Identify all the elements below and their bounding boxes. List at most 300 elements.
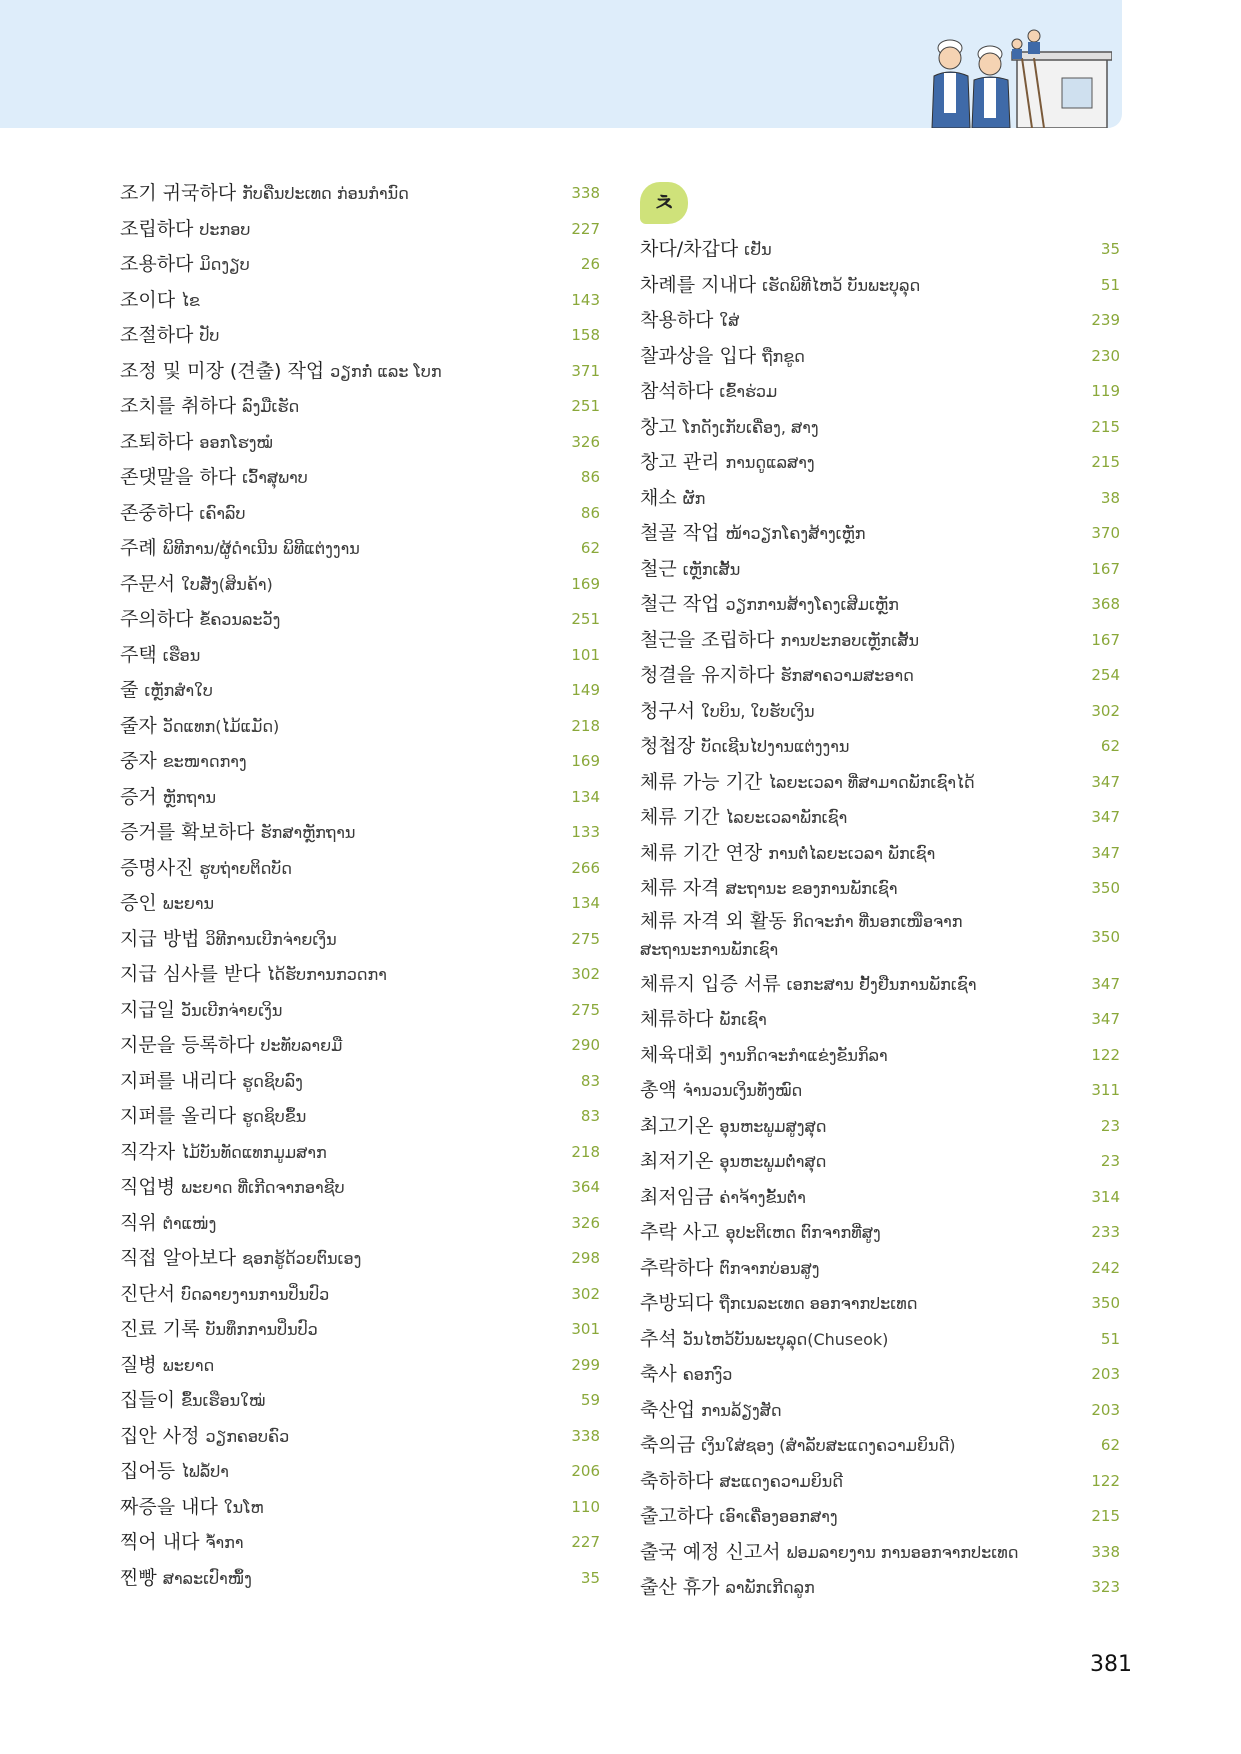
construction-workers-illustration [922,18,1112,128]
entry-page-number: 326 [571,1213,600,1232]
entry-translation: ເຢັນ [744,240,772,259]
entry-translation: ໄຟລໍ້ປາ [181,1462,229,1481]
entry-page-number: 314 [1091,1187,1120,1206]
entry-page-number: 233 [1091,1223,1120,1241]
entry-term: 집안 사정 [120,1424,200,1447]
index-entry [640,1109,1120,1145]
entry-term: 철근을 조립하다 [640,628,775,651]
entry-page-number: 239 [1091,311,1120,329]
index-entry [640,871,1120,907]
index-entry [120,354,600,390]
entry-page-number: 326 [571,432,600,451]
entry-translation: ຮັກສາຄວາມສະອາດ [780,666,914,685]
entry-term: 철근 작업 [640,593,720,615]
entry-term: 체류 기간 연장 [640,841,763,864]
entry-page-number: 62 [1100,1436,1120,1454]
entry-translation: ພະຍານ [162,894,214,913]
entry-page-number: 302 [571,1284,600,1303]
entry-term: 지급일 [120,998,176,1021]
entry-page-number: 133 [571,823,600,841]
entry-page-number: 302 [1091,701,1120,720]
entry-translation: ສາລະເປົາໜຶ້ງ [162,1568,252,1588]
entry-translation: ເຮືອນ [162,645,201,665]
entry-term: 지급 심사를 받다 [120,963,261,985]
index-entry [120,744,600,780]
entry-term: 최저임금 [640,1185,714,1208]
index-entry [640,765,1120,801]
entry-term: 지퍼를 올리다 [120,1105,237,1127]
entry-page-number: 311 [1091,1081,1120,1099]
entry-term: 출산 휴가 [640,1576,720,1598]
entry-translation: ວຽກການສ້າງໂຄງເສີມເຫຼັກ [725,595,899,614]
entry-translation: ອອກໂຮງໝໍ [199,432,273,452]
entry-page-number: 275 [571,1000,600,1019]
entry-term: 집들이 [120,1389,176,1411]
entry-page-number: 35 [580,1568,600,1587]
index-entry [120,851,600,887]
entry-term: 중자 [120,750,157,772]
entry-page-number: 251 [571,610,600,628]
entry-page-number: 167 [1091,630,1120,649]
entry-page-number: 122 [1091,1471,1120,1490]
entry-term: 증거를 확보하다 [120,821,255,843]
entry-page-number: 101 [571,645,600,664]
index-entry [120,1170,600,1206]
entry-term: 출국 예정 신고서 [640,1540,781,1563]
entry-page-number: 338 [1091,1542,1120,1561]
entry-translation: ປັບ [199,326,220,345]
index-entry [120,460,600,496]
entry-term: 질병 [120,1353,157,1376]
entry-page-number: 203 [1091,1365,1120,1383]
entry-term: 찍어 내다 [120,1531,200,1553]
entry-term: 지문을 등록하다 [120,1034,255,1056]
index-entry [640,967,1120,1003]
index-entry [640,1251,1120,1287]
entry-translation: ຜັກ [682,488,706,508]
entry-term: 직각자 [120,1140,176,1163]
entry-page-number: 275 [571,929,600,948]
index-entry [120,1454,600,1490]
entry-translation: ໜ້າວຽກໂຄງສ້າງເຫຼັກ [725,524,866,543]
entry-term: 주택 [120,643,157,666]
entry-term: 청구서 [640,699,696,722]
entry-term: 조정 및 미장 (견출) 작업 [120,359,325,382]
index-entry [120,1490,600,1526]
entry-page-number: 338 [571,1426,600,1445]
entry-page-number: 203 [1091,1400,1120,1419]
index-entry [640,268,1120,304]
entry-translation: ໄຂ [181,290,200,310]
entry-page-number: 227 [571,219,600,238]
index-entry [640,1002,1120,1038]
entry-page-number: 23 [1100,1152,1120,1170]
index-entry [640,587,1120,623]
entry-page-number: 242 [1091,1258,1120,1277]
entry-page-number: 86 [580,503,600,522]
index-entry [640,658,1120,694]
entry-term: 조용하다 [120,253,194,275]
entry-translation: ຫຼັກຖານ [162,787,217,807]
index-column-left [120,176,600,1596]
entry-page-number: 158 [571,326,600,344]
entry-translation: ຟອມລາຍງານ ການອອກຈາກປະເທດ [786,1542,1019,1562]
entry-page-number: 323 [1091,1578,1120,1596]
entry-page-number: 254 [1091,666,1120,684]
entry-term: 체육대회 [640,1043,714,1066]
index-entry [120,1561,600,1597]
entry-translation: ສະຖານະ ຂອງການພັກເຊົາ [725,879,898,898]
index-entry [640,623,1120,659]
index-entry [640,516,1120,552]
entry-translation: ໃບບິນ, ໃບຮັບເງິນ [701,701,815,721]
entry-page-number: 110 [571,1497,600,1516]
index-entry [640,1428,1120,1464]
index-entry [640,445,1120,481]
index-entry [640,1144,1120,1180]
index-entry [120,1312,600,1348]
entry-term: 조퇴하다 [120,430,194,453]
entry-page-number: 350 [1091,927,1120,946]
entry-translation: ອຸນຫະພູມສູງສຸດ [719,1116,827,1136]
index-entry [640,481,1120,517]
entry-term: 줄자 [120,714,157,737]
entry-translation: ພະຍາດ [162,1355,215,1375]
index-entry [640,1570,1120,1606]
entry-term: 존중하다 [120,501,194,524]
entry-page-number: 301 [571,1320,600,1338]
entry-translation: ຖືກຂູດ [762,346,805,366]
entry-term: 증거 [120,785,157,808]
entry-page-number: 143 [571,290,600,309]
entry-translation: ຂະໜາດກາງ [162,752,247,771]
entry-page-number: 218 [571,1142,600,1161]
entry-page-number: 134 [571,894,600,912]
entry-translation: ພິທີການ/ຜູ້ດຳເນີນ ພິທີແຕ່ງງານ [162,539,360,558]
index-entry [640,1073,1120,1109]
entry-page-number: 218 [571,716,600,735]
entry-page-number: 347 [1091,808,1120,826]
entry-term: 참석하다 [640,380,714,402]
index-entry [640,1499,1120,1535]
entry-translation: ການປະກອບເຫຼັກເສັ້ນ [780,630,920,650]
index-entry [120,425,600,461]
section-badge: ㅊ [640,182,688,224]
entry-translation: ກິດຈະກຳ ທີ່ນອກເໜືອຈາກ [792,911,963,931]
entry-term: 직업병 [120,1176,176,1198]
entry-term: 지퍼를 내리다 [120,1069,237,1092]
entry-term: 주의하다 [120,608,194,630]
index-entry [640,410,1120,446]
index-entry [640,1286,1120,1322]
entry-page-number: 167 [1091,559,1120,578]
entry-translation: ການລ້ຽງສັດ [701,1400,782,1420]
entry-term: 진단서 [120,1282,176,1305]
entry-translation: ໃສ່ [719,311,740,330]
entry-term: 체류 가능 기간 [640,770,763,793]
entry-translation: ຮູດຊິບລົງ [242,1071,303,1091]
index-entry [640,1357,1120,1393]
index-entry [640,552,1120,588]
entry-translation: ບັນທຶກການປິ່ນປົວ [205,1320,318,1339]
index-entry [120,1348,600,1384]
entry-translation: ໂກດັງເກັບເຄື່ອງ, ສາງ [682,417,819,437]
entry-translation: ພັກເຊົາ [719,1010,767,1029]
entry-page-number: 350 [1091,1294,1120,1312]
entry-translation: ເຮັດພິທີໄຫວ້ ບັນພະບຸລຸດ [762,275,921,295]
entry-translation: ພະຍາດ ທີ່ເກີດຈາກອາຊີບ [181,1178,345,1197]
index-entry [640,729,1120,765]
entry-translation: ໃນໂຫ [223,1497,264,1517]
entry-page-number: 227 [571,1533,600,1551]
entry-translation: ວິທີການເບີກຈ່າຍເງິນ [205,929,337,949]
entry-term: 축산업 [640,1398,696,1421]
entry-page-number: 302 [571,965,600,983]
entry-translation: ປະກອບ [199,219,251,239]
entry-translation: ອຸນຫະພູມຕ່ຳສຸດ [719,1152,827,1171]
entry-term: 체류 자격 외 활동 [640,909,787,932]
entry-translation: ວັດແທກ(ໄມ້ແມັດ) [162,716,280,736]
index-entry [640,694,1120,730]
entry-page-number: 83 [580,1071,600,1090]
entry-term: 체류하다 [640,1008,714,1030]
entry-page-number: 206 [571,1462,600,1480]
entry-term: 차다/차갑다 [640,238,739,260]
index-entry [640,1038,1120,1074]
entry-translation: ເຂົ້າຮ່ວມ [719,382,778,401]
entry-page-number: 230 [1091,346,1120,365]
index-entry [640,1180,1120,1216]
entry-translation: ຮັກສາຫຼັກຖານ [260,823,356,842]
entry-page-number: 51 [1100,1329,1120,1348]
index-entry [120,531,600,567]
entry-term: 창고 관리 [640,451,720,473]
entry-term: 조절하다 [120,324,194,346]
entry-page-number: 35 [1100,240,1120,258]
entry-term: 체류 기간 [640,806,720,828]
index-entry [640,800,1120,836]
entry-page-number: 59 [580,1391,600,1409]
entry-term: 추락하다 [640,1256,714,1279]
entry-term: 조기 귀국하다 [120,182,237,204]
index-entry [120,318,600,354]
entry-term: 철근 [640,557,677,580]
entry-translation: ວັນເບີກຈ່າຍເງິນ [181,1000,283,1020]
index-entry [120,993,600,1029]
index-entry [640,303,1120,339]
entry-term: 주문서 [120,572,176,595]
entry-page-number: 23 [1100,1116,1120,1135]
entry-page-number: 347 [1091,1010,1120,1028]
entry-page-number: 215 [1091,417,1120,436]
entry-term: 청첩장 [640,735,696,757]
entry-page-number: 134 [571,787,600,806]
entry-term: 출고하다 [640,1505,714,1527]
entry-term: 추방되다 [640,1292,714,1314]
entry-translation: ເວົ້າສຸພາບ [242,468,308,487]
entry-translation: ອຸປະຕິເຫດ ຕົກຈາກທີ່ສູງ [725,1223,881,1242]
entry-term: 진료 기록 [120,1318,200,1340]
entry-translation: ເງິນໃສ່ຊອງ (ສຳລັບສະແດງຄວາມຍິນດີ) [701,1436,956,1455]
entry-translation: ເອົາເຄື່ອງອອກສາງ [719,1507,838,1526]
index-entry [120,1525,600,1561]
entry-page-number: 149 [571,681,600,699]
entry-term: 차례를 지내다 [640,273,757,296]
entry-translation: ລົງມືເຮັດ [242,397,300,416]
entry-translation: ຕົກຈາກບ່ອນສູງ [719,1258,820,1278]
entry-page-number: 51 [1100,275,1120,294]
entry-translation: ສະແດງຄວາມຍິນດີ [719,1471,843,1491]
entry-term: 창고 [640,415,677,438]
entry-translation: ກັບຄືນປະເທດ ກ່ອນກຳນົດ [242,184,409,203]
entry-term: 줄 [120,679,139,701]
page-number: 381 [1090,1652,1132,1677]
index-entry [120,1241,600,1277]
index-entry [640,1322,1120,1358]
index-entry [640,1535,1120,1571]
entry-page-number: 266 [571,858,600,877]
entry-translation: ໄລຍະເວລາພັກເຊົາ [725,808,848,827]
entry-page-number: 299 [571,1355,600,1374]
entry-page-number: 290 [571,1036,600,1054]
index-entry [120,496,600,532]
entry-page-number: 215 [1091,1507,1120,1525]
entry-term: 집어등 [120,1460,176,1482]
index-entry [120,602,600,638]
index-column-right [640,176,1120,1606]
entry-term: 총액 [640,1079,677,1101]
entry-page-number: 347 [1091,772,1120,791]
index-entry [120,922,600,958]
entry-term: 착용하다 [640,309,714,331]
entry-translation: ບົດລາຍງານການປິ່ນປົວ [181,1284,330,1304]
index-entry [120,638,600,674]
entry-term: 증인 [120,892,157,914]
entry-translation: ວຽກກໍ່ ແລະ ໂບກ [330,361,442,381]
entry-page-number: 169 [571,752,600,770]
entry-translation: ວຽກຄອບຄົວ [205,1426,290,1446]
entry-page-number: 62 [1100,737,1120,755]
entry-page-number: 298 [571,1249,600,1267]
index-entry [640,1215,1120,1251]
entry-term: 축의금 [640,1434,696,1456]
entry-page-number: 83 [580,1107,600,1125]
entry-page-number: 38 [1100,488,1120,507]
entry-translation: ຂໍ້ຄວນລະວັງ [199,610,281,629]
entry-term: 찐빵 [120,1566,157,1589]
entry-term: 추석 [640,1327,677,1350]
entry-page-number: 62 [580,539,600,557]
index-entry [120,957,600,993]
header-band [0,0,1122,128]
entry-term: 직위 [120,1211,157,1234]
entry-page-number: 347 [1091,843,1120,862]
entry-translation: ຄ່າຈ້າງຂັ້ນຕ່ຳ [719,1187,806,1207]
entry-term: 직접 알아보다 [120,1247,237,1269]
entry-term: 청결을 유지하다 [640,664,775,686]
index-entry [640,1464,1120,1500]
entry-translation: ເອກະສານ ຢັ້ງຢືນການພັກເຊົາ [786,974,977,994]
entry-page-number: 338 [571,184,600,202]
entry-term: 짜증을 내다 [120,1495,218,1518]
entry-translation: ບັດເຊີນໄປງານແຕ່ງງານ [701,737,850,756]
entry-term: 체류 자격 [640,877,720,899]
index-entry [120,1099,600,1135]
entry-translation: ປະທັບລາຍມື [260,1036,343,1055]
entry-page-number: 370 [1091,524,1120,542]
entry-translation: ຮູບຖ່າຍຕິດບັດ [199,858,292,878]
index-entry [120,1206,600,1242]
entry-term: 철골 작업 [640,522,720,544]
entry-translation: ງານກິດຈະກຳແຂ່ງຂັນກິລາ [719,1045,888,1065]
entry-term: 추락 사고 [640,1221,720,1243]
index-entry [120,1064,600,1100]
entry-translation: ເຫຼັກສຳໃບ [144,681,213,700]
entry-translation: ວັນໄຫວ້ບັນພະບຸລຸດ(Chuseok) [682,1329,889,1349]
entry-term: 축사 [640,1363,677,1385]
index-entry [640,374,1120,410]
entry-term: 조립하다 [120,217,194,240]
index-entry [120,176,600,212]
index-entry [120,1277,600,1313]
entry-page-number: 122 [1091,1045,1120,1064]
entry-term: 체류지 입증 서류 [640,972,781,995]
index-entry [120,1419,600,1455]
entry-translation: ການຕໍ່ໄລຍະເວລາ ພັກເຊົາ [768,843,936,863]
index-entry [120,815,600,851]
index-entry [120,212,600,248]
entry-translation: ຮູດຊິບຂຶ້ນ [242,1107,307,1126]
entry-translation: ເຫຼັກເສັ້ນ [682,559,741,579]
entry-translation: ການດູແລສາງ [725,453,815,472]
entry-term: 축하하다 [640,1469,714,1492]
entry-page-number: 215 [1091,453,1120,471]
entry-page-number: 347 [1091,974,1120,993]
entry-translation: ໄດ້ຮັບການກວດກາ [266,965,387,984]
index-entry [640,836,1120,872]
entry-translation: ມິດງຽບ [199,255,250,274]
entry-page-number: 169 [571,574,600,593]
index-entry [640,1393,1120,1429]
entry-page-number: 368 [1091,595,1120,613]
index-entry [120,673,600,709]
entry-term: 존댓말을 하다 [120,466,237,488]
index-entry [120,567,600,603]
entry-translation: ລາພັກເກີດລູກ [725,1578,815,1597]
index-entry [640,339,1120,375]
entry-term: 조이다 [120,288,176,311]
index-entry [120,283,600,319]
entry-term: 최고기온 [640,1114,714,1137]
index-entry [120,886,600,922]
entry-translation: ຈຳນວນເງິນທັງໝົດ [682,1081,803,1100]
entry-page-number: 364 [571,1178,600,1196]
entry-term: 주례 [120,537,157,559]
entry-translation: ໃບສັ່ງ(ສິນຄ້າ) [181,574,273,594]
entry-term: 조치를 취하다 [120,395,237,417]
entry-translation: ຕຳແໜ່ງ [162,1213,217,1233]
entry-term: 찰과상을 입다 [640,344,757,367]
entry-translation: ຖືກເນລະເທດ ອອກຈາກປະເທດ [719,1294,918,1313]
index-entry [120,709,600,745]
entry-term: 최저기온 [640,1150,714,1172]
entry-term: 증명사진 [120,856,194,879]
index-entry [120,389,600,425]
entry-translation: ຈໍ້າກາ [205,1533,244,1552]
index-entry [120,1028,600,1064]
entry-term: 채소 [640,486,677,509]
entry-translation: ຊອກຮູ້ດ້ວຍຕົນເອງ [242,1249,362,1268]
